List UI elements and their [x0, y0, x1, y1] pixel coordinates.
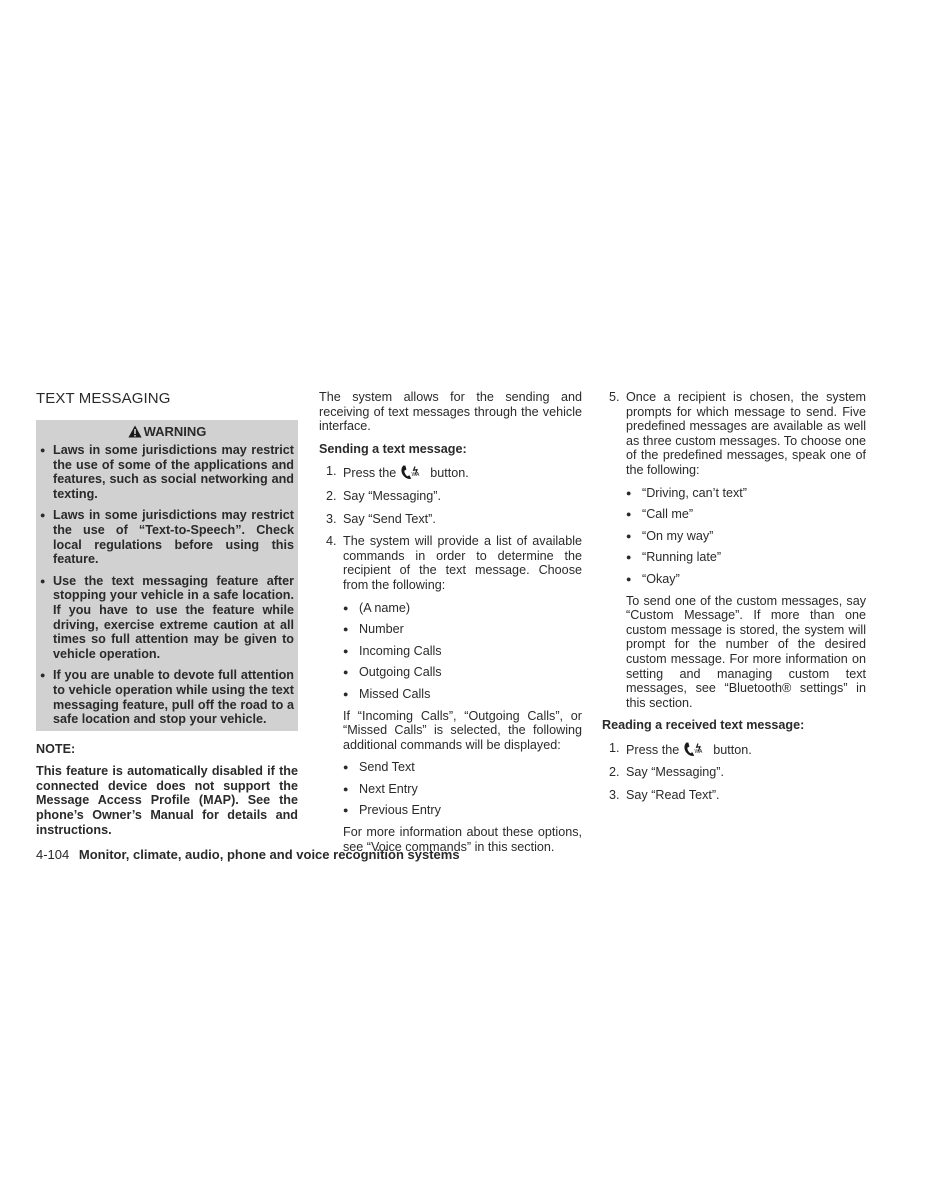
step-text: Once a recipient is chosen, the system prompts for which message to send. Five predefined messages are available as well as three custom messages. To choose one of the predefined messages, speak one of the following:: [626, 390, 866, 477]
warning-list: [40, 443, 294, 727]
step-item: [319, 464, 582, 481]
warning-heading-text: WARNING: [143, 424, 207, 439]
column-left: [36, 390, 298, 837]
step-item: [319, 534, 582, 854]
step-text: Say “Send Text”.: [343, 511, 436, 526]
step-number: 3.: [609, 788, 620, 803]
svg-text:WA: WA: [411, 472, 420, 479]
list-item: ● Next Entry: [343, 782, 582, 797]
list-item: ● “Running late”: [626, 550, 866, 565]
calls-note: If “Incoming Calls”, “Outgoing Calls”, or “Missed Calls” is selected, the following additional commands will be displayed:: [343, 708, 582, 752]
warning-triangle-icon: [128, 425, 142, 438]
step-number: 5.: [609, 390, 620, 404]
svg-text:WA: WA: [694, 748, 703, 755]
reading-steps: [602, 741, 866, 803]
reading-heading: Reading a received text message:: [602, 718, 805, 733]
step-number: 1.: [326, 464, 337, 479]
warning-item: ● Laws in some jurisdictions may restrict the use of some of the applications and features, such as social networking and texting.: [40, 443, 294, 501]
sending-heading: Sending a text message:: [319, 441, 467, 456]
section-title: TEXT MESSAGING: [36, 390, 171, 407]
sending-steps: [319, 464, 582, 854]
page-number: 4-104: [36, 847, 70, 862]
list-item: ● “Okay”: [626, 572, 866, 587]
step1-pre: Press the: [343, 466, 397, 481]
list-item: ● “Driving, can’t text”: [626, 486, 866, 501]
step-item: [319, 489, 582, 504]
step-number: 1.: [609, 740, 620, 755]
recipient-options: [343, 601, 582, 702]
step-number: 4.: [326, 534, 337, 549]
step1-pre: Press the: [626, 742, 680, 757]
custom-message-note: To send one of the custom messages, say “Custom Message”. If more than one custom message is stored, the system will prompt for the number of the desired custom message. For more information on setting and managing custom text messages, see “Bluetooth® settings” in this section.: [626, 593, 866, 710]
list-item: ● Number: [343, 622, 582, 637]
step-text: Say “Messaging”.: [626, 765, 724, 780]
column-middle: [319, 390, 582, 862]
intro-paragraph: The system allows for the sending and receiving of text messages through the vehicle interface.: [319, 390, 582, 434]
list-item: ● Previous Entry: [343, 803, 582, 818]
step-text: Say “Read Text”.: [626, 788, 720, 803]
list-item: ● Missed Calls: [343, 687, 582, 702]
step-number: 3.: [326, 511, 337, 526]
warning-item: ● If you are unable to devote full attention to vehicle operation while using the text messaging feature, pull off the road to a safe location and stop your vehicle.: [40, 668, 294, 726]
phone-talk-icon: [681, 741, 707, 757]
list-item: ● “On my way”: [626, 529, 866, 544]
list-item: ● Outgoing Calls: [343, 665, 582, 680]
list-item: ● (A name): [343, 601, 582, 616]
warning-heading: [40, 424, 294, 439]
predefined-messages: [626, 486, 866, 587]
step-item: [602, 788, 866, 803]
list-item: ● Incoming Calls: [343, 644, 582, 659]
more-info: For more information about these options, see “Voice commands” in this section.: [343, 825, 582, 854]
phone-talk-icon: [398, 464, 424, 480]
step-item: [319, 512, 582, 527]
step-text: Say “Messaging”.: [343, 488, 441, 503]
step1-post: button.: [713, 742, 752, 757]
step-number: 2.: [609, 765, 620, 780]
step-item: [602, 741, 866, 758]
warning-item: ● Use the text messaging feature after stopping your vehicle in a safe location. If you have to use the feature while driving, exercise extreme caution at all times so full attention may be given to vehicle operation.: [40, 574, 294, 662]
step-text: The system will provide a list of available commands in order to determine the recipient of the text message. Choose from the following:: [343, 534, 582, 592]
sending-steps-continued: [602, 390, 866, 710]
step1-post: button.: [430, 466, 469, 481]
warning-box: [36, 420, 298, 731]
step-number: 2.: [326, 488, 337, 503]
step-item: [602, 390, 866, 710]
list-item: ● Send Text: [343, 760, 582, 775]
call-commands: [343, 760, 582, 818]
list-item: ● “Call me”: [626, 507, 866, 522]
note-label: NOTE:: [36, 741, 76, 756]
warning-item: ● Laws in some jurisdictions may restrict the use of “Text-to-Speech”. Check local regulations before using this feature.: [40, 508, 294, 566]
column-right: [602, 390, 866, 811]
footer-title: Monitor, climate, audio, phone and voice recognition systems: [78, 847, 460, 862]
step-item: [602, 765, 866, 780]
note-text: This feature is automatically disabled if the connected device does not support the Message Access Profile (MAP). See the phone’s Owner’s Manual for details and instructions.: [36, 764, 298, 837]
page-footer: [36, 847, 460, 863]
